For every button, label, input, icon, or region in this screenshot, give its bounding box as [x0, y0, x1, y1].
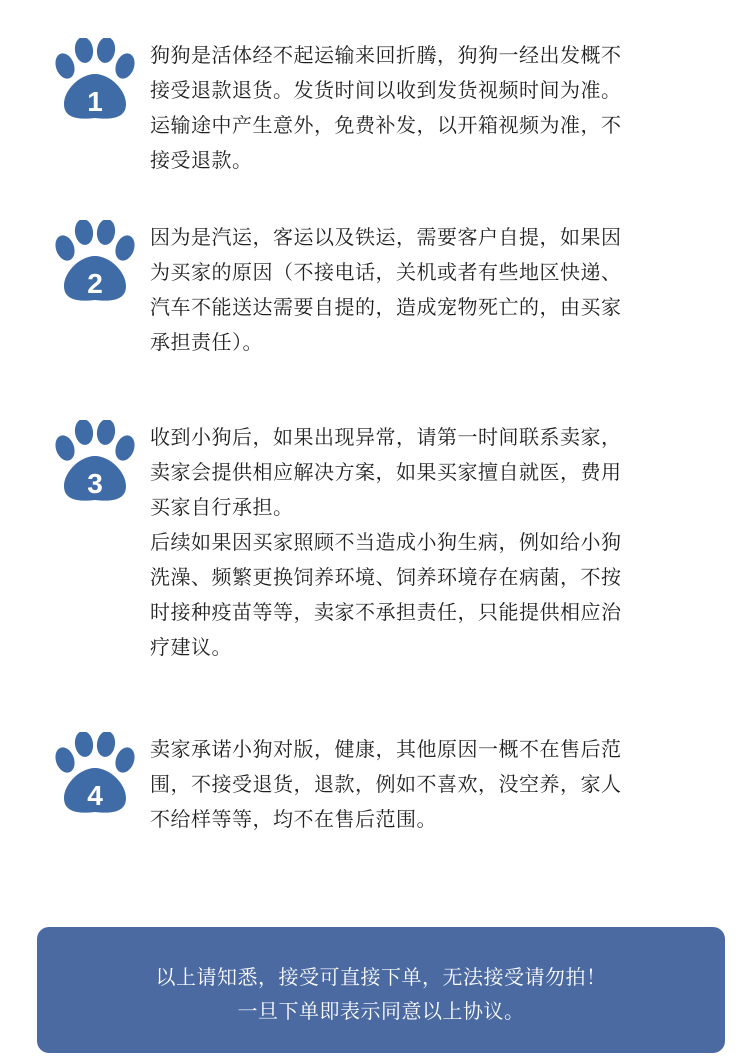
paw-icon: [52, 420, 138, 510]
policy-line: 运输途中产生意外，免费补发，以开箱视频为准，不: [150, 113, 622, 137]
policy-line: 承担责任）。: [150, 330, 263, 354]
notice-line-1: 以上请知悉，接受可直接下单，无法接受请勿拍！: [155, 965, 607, 989]
paw-icon: [52, 220, 138, 310]
notice-banner: [37, 927, 725, 1053]
paw-icon: [52, 732, 138, 822]
policy-line: 因为是汽运，客运以及铁运，需要客户自提，如果因: [150, 225, 622, 249]
policy-line: 洗澡、频繁更换饲养环境、饲养环境存在病菌，不按: [150, 565, 622, 589]
paw-icon: [52, 38, 138, 128]
policy-line: 买家自行承担。: [150, 495, 294, 519]
policy-line: 收到小狗后，如果出现异常，请第一时间联系卖家，: [150, 425, 622, 449]
policy-line: 疗建议。: [150, 635, 232, 659]
policy-line: 接受退款。: [150, 148, 253, 172]
paw-1-svg: [52, 38, 138, 128]
notice-line-2: 一旦下单即表示同意以上协议。: [237, 999, 525, 1023]
policy-text: [150, 420, 710, 665]
policy-line: 卖家会提供相应解决方案，如果买家擅自就医，费用: [150, 460, 622, 484]
policy-line: 接受退款退货。发货时间以收到发货视频时间为准。: [150, 78, 622, 102]
paw-3-svg: [52, 420, 138, 510]
policy-line: 时接种疫苗等等，卖家不承担责任，只能提供相应治: [150, 600, 622, 624]
policy-text: [150, 38, 710, 178]
paw-number: 3: [87, 468, 103, 499]
policy-line: 卖家承诺小狗对版，健康，其他原因一概不在售后范: [150, 737, 622, 761]
policy-line: 后续如果因买家照顾不当造成小狗生病，例如给小狗: [150, 530, 622, 554]
policy-line: 不给样等等，均不在售后范围。: [150, 807, 437, 831]
policy-text: [150, 220, 710, 360]
paw-number: 1: [87, 86, 103, 117]
policy-line: 为买家的原因（不接电话，关机或者有些地区快递、: [150, 260, 622, 284]
policy-line: 狗狗是活体经不起运输来回折腾，狗狗一经出发概不: [150, 43, 622, 67]
paw-number: 2: [87, 268, 103, 299]
policy-text: [150, 732, 710, 837]
paw-4-svg: [52, 732, 138, 822]
paw-number: 4: [87, 780, 103, 811]
policy-line: 围，不接受退货，退款，例如不喜欢，没空养，家人: [150, 772, 622, 796]
paw-2-svg: [52, 220, 138, 310]
policy-line: 汽车不能送达需要自提的，造成宠物死亡的，由买家: [150, 295, 622, 319]
